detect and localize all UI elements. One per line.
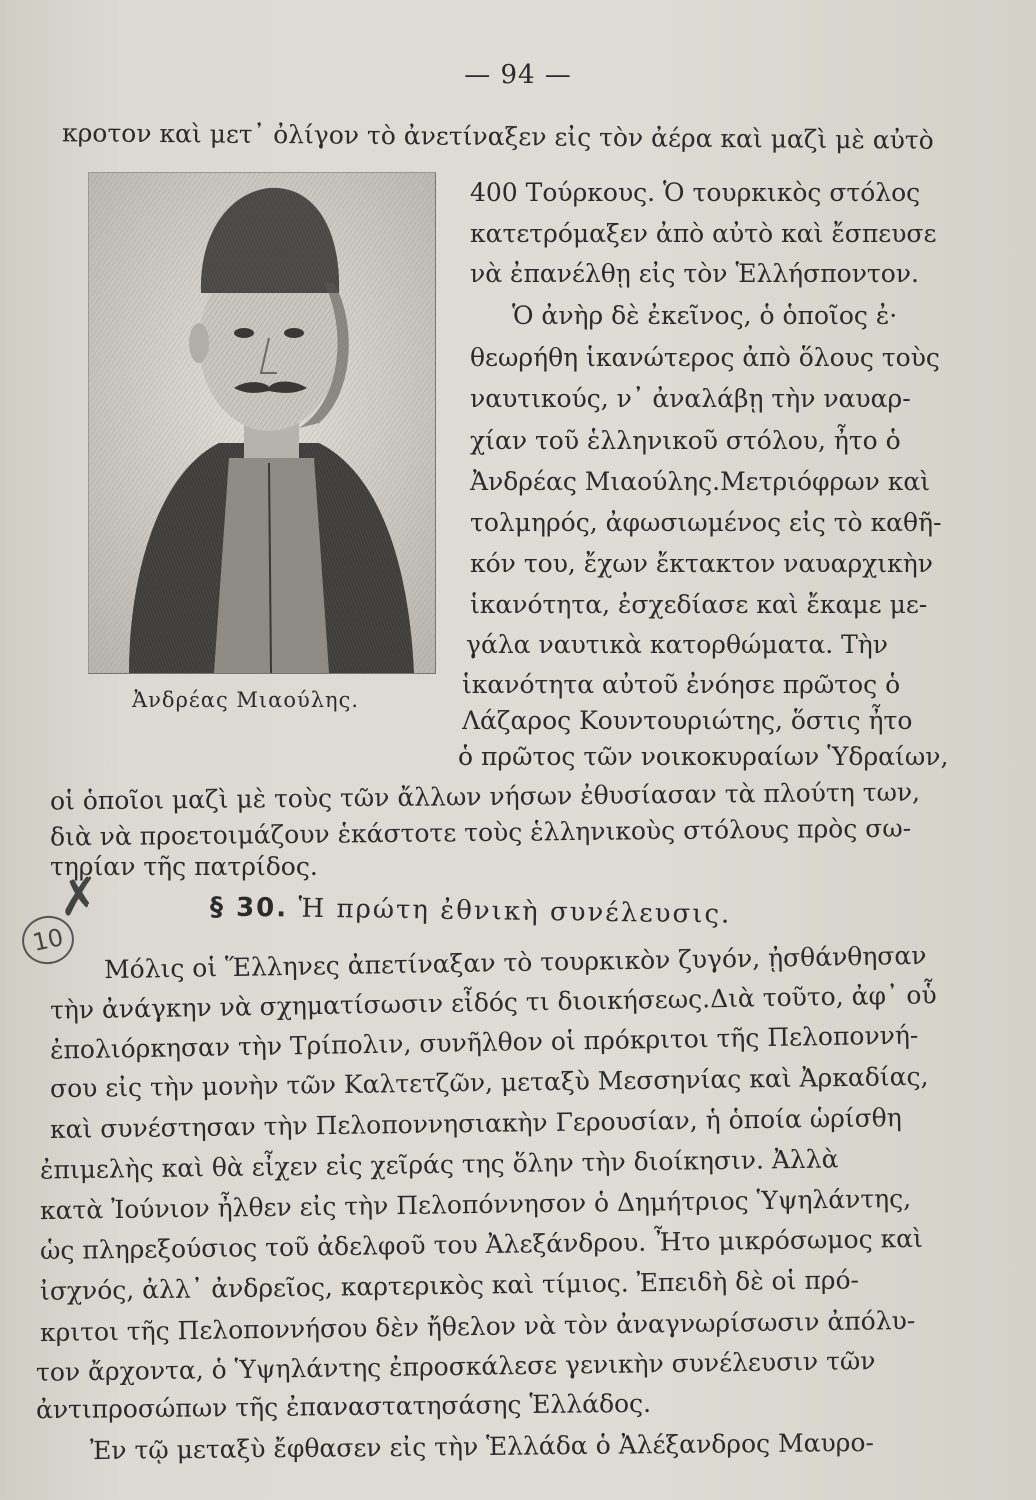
text-line: τον ἄρχοντα, ὁ Ὑψηλάντης ἐπροσκάλεσε γενικὴν συνέλευσιν τῶν [35, 1346, 876, 1387]
text-line: σου εἰς τὴν μονὴν τῶν Καλτετζῶν, μεταξὺ Μεσσηνίας καὶ Ἀρκαδίας, [49, 1061, 929, 1104]
section-number: § 30. [209, 892, 289, 924]
text-line: διὰ νὰ προετοιμάζουν ἑκάστοτε τοὺς ἑλληνικοὺς στόλους πρὸς σω- [49, 813, 912, 852]
text-line: κατετρόμαξεν ἀπὸ αὐτὸ καὶ ἔσπευσε [470, 219, 937, 248]
text-line: τηρίαν τῆς πατρίδος. [50, 852, 318, 881]
text-line: Ἐν τῷ μεταξὺ ἔφθασεν εἰς τὴν Ἑλλάδα ὁ Ἀλέξανδρος Μαυρο- [89, 1427, 875, 1466]
text-line: κατὰ Ἰούνιον ἦλθεν εἰς τὴν Πελοπόννησον ὁ Δημήτριος Ὑψηλάντης, [39, 1183, 912, 1226]
text-line: χίαν τοῦ ἑλληνικοῦ στόλου, ἦτο ὁ [470, 426, 901, 455]
text-line: Ὁ ἀνὴρ δὲ ἐκεῖνος, ὁ ὁποῖος ἐ· [512, 301, 898, 330]
portrait-image [88, 172, 436, 674]
text-line: Ἀνδρέας Μιαούλης.Μετριόφρων καὶ [470, 467, 931, 496]
section-title: Ἡ πρώτη ἐθνικὴ συνέλευσις. [298, 893, 732, 930]
text-line: 400 Τούρκους. Ὁ τουρκικὸς στόλος [470, 178, 921, 207]
text-line: τολμηρός, ἀφωσιωμένος εἰς τὸ καθῆ- [470, 508, 942, 537]
handwritten-mark: ✗ [55, 865, 103, 929]
text-line: ἐπιμελὴς καὶ θὰ εἶχεν εἰς χεῖράς της ὅλην τὴν διοίκησιν. Ἀλλὰ [39, 1144, 839, 1185]
text-line: καὶ συνέστησαν τὴν Πελοποννησιακὴν Γερουσίαν, ἡ ὁποία ὡρίσθη [49, 1103, 902, 1144]
page-number: — 94 — [464, 60, 572, 90]
handwritten-number: 10 [18, 911, 79, 969]
text-line: κροτον καὶ μετ᾽ ὀλίγον τὸ ἀνετίναξεν εἰς τὸν ἀέρα καὶ μαζὶ μὲ αὐτὸ [61, 118, 934, 155]
text-line: κόν του, ἔχων ἔκτακτον ναυαρχικὴν [470, 549, 933, 578]
text-line: οἱ ὁποῖοι μαζὶ μὲ τοὺς τῶν ἄλλων νήσων ἐθυσίασαν τὰ πλούτη των, [49, 777, 921, 816]
text-line: ἀντιπροσώπων τῆς ἐπαναστατησάσης Ἑλλάδος. [35, 1388, 652, 1425]
text-line: ναυτικούς, ν᾽ ἀναλάβῃ τὴν ναυαρ- [470, 384, 911, 413]
text-line: Λάζαρος Κουντουριώτης, ὅστις ἦτο [462, 706, 913, 735]
portrait-engraving [89, 173, 435, 673]
text-line: νὰ ἐπανέλθῃ εἰς τὸν Ἑλλήσποντον. [470, 259, 919, 288]
text-line: κριτοι τῆς Πελοποννήσου δὲν ἤθελον νὰ τὸν ἀναγνωρίσωσιν ἀπόλυ- [39, 1305, 916, 1348]
text-line: ὡς πληρεξούσιος τοῦ ἀδελφοῦ του Ἀλεξάνδρου. Ἦτο μικρόσωμος καὶ [39, 1223, 924, 1266]
text-line: ἱκανότητα, ἐσχεδίασε καὶ ἔκαμε με- [470, 590, 928, 619]
text-line: ἰσχνός, ἀλλ᾽ ἀνδρεῖος, καρτερικὸς καὶ τίμιος. Ἐπειδὴ δὲ οἱ πρό- [39, 1265, 860, 1306]
text-line: ἱκανότητα αὐτοῦ ἐνόησε πρῶτος ὁ [462, 670, 901, 699]
text-line: θεωρήθη ἱκανώτερος ἀπὸ ὅλους τοὺς [470, 343, 940, 372]
text-line: γάλα ναυτικὰ κατορθώματα. Τὴν [466, 630, 888, 659]
portrait-caption: Ἀνδρέας Μιαούλης. [132, 688, 360, 712]
section-heading [210, 892, 732, 929]
text-line: Μόλις οἱ Ἕλληνες ἀπετίναξαν τὸ τουρκικὸν ζυγόν, ᾐσθάνθησαν [103, 940, 927, 985]
text-line: τὴν ἀνάγκην νὰ σχηματίσωσιν εἶδός τι διοικήσεως.Διὰ τοῦτο, ἀφ᾽ οὗ [49, 980, 937, 1025]
text-line: ὁ πρῶτος τῶν νοικοκυραίων Ὑδραίων, [458, 742, 949, 771]
text-line: ἐπολιόρκησαν τὴν Τρίπολιν, συνῆλθον οἱ πρόκριτοι τῆς Πελοποννή- [49, 1020, 919, 1065]
